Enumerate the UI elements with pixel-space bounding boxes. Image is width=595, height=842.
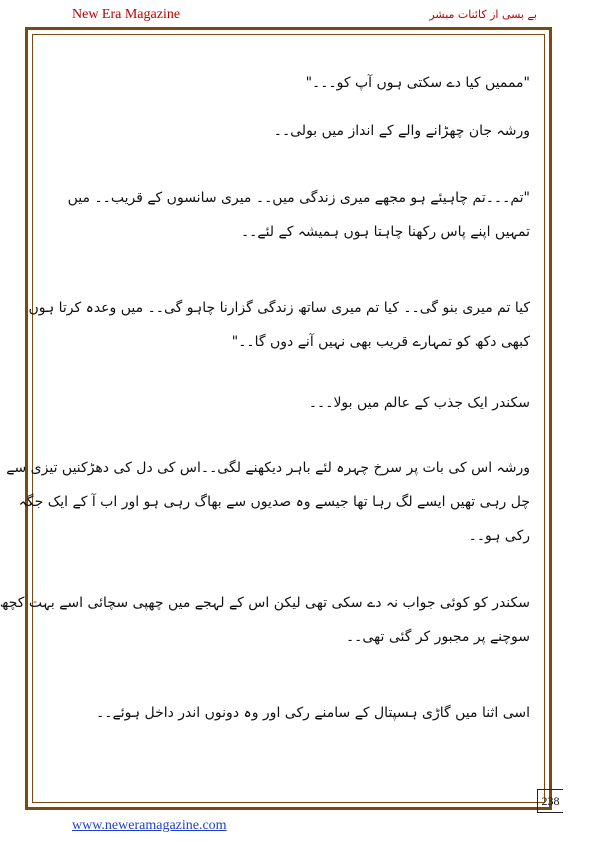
story-paragraph <box>60 698 530 728</box>
page-number: 238 <box>537 789 563 813</box>
footer-website-link[interactable]: www.neweramagazine.com <box>72 818 227 833</box>
story-line: ورشہ اس کی بات پر سرخ چہرہ لئے باہر دیکھنے لگی۔۔اس کی دل کی دھڑکنیں تیزی سے <box>6 460 530 476</box>
story-paragraph <box>60 388 530 418</box>
story-line: کیا تم میری بنو گی۔۔ کیا تم میری ساتھ زندگی گزارنا چاہو گی۔۔ میں وعدہ کرتا ہوں <box>28 300 530 316</box>
header-magazine-name: New Era Magazine <box>72 7 181 22</box>
story-line: سوچنے پر مجبور کر گئی تھی۔۔ <box>345 629 530 645</box>
story-line: سکندر کو کوئی جواب نہ دے سکی تھی لیکن اس کے لہجے میں چھپی سچائی اسے بہت کچھ <box>0 595 530 611</box>
story-paragraph <box>60 68 530 98</box>
page-frame-inner <box>0 34 545 803</box>
story-line: چل رہی تھیں ایسے لگ رہا تھا جیسے وہ صدیوں سے بھاگ رہی ہو اور اب آ کے ایک جگہ <box>18 494 530 510</box>
story-line: تمہیں اپنے پاس رکھنا چاہتا ہوں ہمیشہ کے لئے۔۔ <box>240 224 530 240</box>
story-paragraph <box>60 183 530 247</box>
story-line: ورشہ جان چھڑانے والے کے انداز میں بولی۔۔ <box>273 123 530 139</box>
story-paragraph <box>28 293 530 357</box>
story-line: "تم۔۔۔تم چاہیئے ہو مجھے میری زندگی میں۔۔ میری سانسوں کے قریب۔۔ میں <box>67 190 530 206</box>
story-line: سکندر ایک جذب کے عالم میں بولا۔۔۔ <box>308 395 530 411</box>
story-line: رکی ہو۔۔ <box>468 528 530 544</box>
story-paragraph <box>6 453 530 551</box>
story-paragraph <box>60 116 530 146</box>
story-line: کبھی دکھ کو تمہارے قریب بھی نہیں آنے دوں گا۔۔" <box>231 334 530 350</box>
story-line: اسی اثنا میں گاڑی ہسپتال کے سامنے رکی اور وہ دونوں اندر داخل ہوئے۔۔ <box>96 705 530 721</box>
story-paragraph <box>0 588 530 652</box>
story-line: "مممیں کیا دے سکتی ہوں آپ کو۔۔۔" <box>305 75 530 91</box>
header-story-title: بے بسی از کائنات مبشر <box>429 8 537 21</box>
